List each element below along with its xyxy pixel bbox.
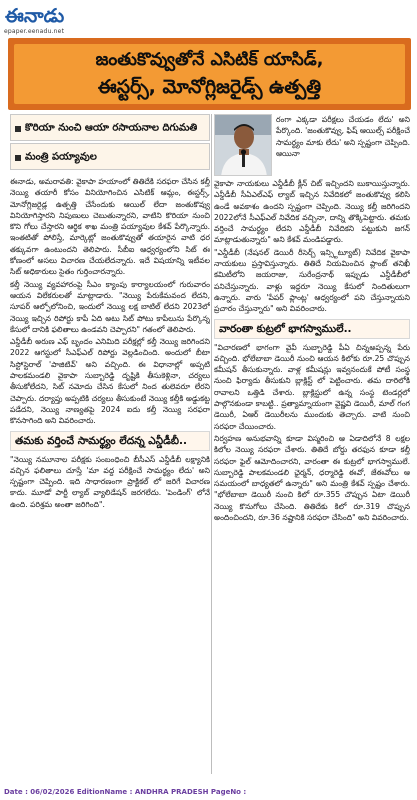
left-column [10, 114, 210, 784]
bullet-icon [15, 126, 21, 132]
body-paragraph: ఎన్డీడీబీ అరుణ ఎఫ్ బృందం ఎనిమిది పరీక్షల్లో కల్తీ నెయ్యి జరిగిందని 2022 ఆగస్టులో సీఎఫ్ఎల్ రిపోర్టు వెల్లడించింది. అందులో బీటా సిస్టోస్టెరాల్ 'పాజిటివ్' అని వచ్చింది. ఈ విధానాల్లో అప్పటి పాలకమండలి వైకాపా సుబ్బారెడ్డి దృష్టికి తీసుకెళ్లినా, చర్యలు తీసుకోలేదని, సిట్ నమోదు చేసిన కేసులో నింద తులెవరూ లేరని చెప్పారు. దర్యాప్తు అప్పటికి చర్యలు తీసుకుంటే నెయ్యి కల్తీకి అడ్డుకట్ట పడేదని, నెయ్యి నాణ్యతపై 2024 ఐదు కల్తీ నెయ్యి సరఫరా కొనసాగింది అని వివరించారు. [10, 337, 210, 426]
body-paragraph: "నెయ్యి నమూనాల పరీక్షకు సంబంధించి బీసీఎస్ ఎన్డీడీబీ లక్ష్యానికి వచ్చిన ఫలితాలు చూస్తే 'మా వద్ద పరీక్షించే సామర్థ్యం లేదు' అని స్పష్టంగా చెప్పింది. ఇది సాధారణంగా ప్రాక్టికల్ లో జరిగే విచారణ కాదు. మూడో పార్టీ ల్యాబ్ వ్యాలిడేషన్ జరగలేదు. 'పెండింగ్' లోనే ఉంది. పరిశ్రమ అంతా జరిగింది". [10, 454, 210, 509]
edition-footer: Date : 06/02/2026 EditionName : ANDHRA PRADESH PageNo : [4, 788, 247, 796]
svg-text:ఈనాడు: ఈనాడు [5, 5, 65, 27]
body-paragraph: వైకాపా నాయకులు ఎన్డీడీబీ క్లీన్ చిట్ ఇచ్చిందని బుకాయిస్తున్నారు. ఎన్డీడీబీ సీఏఎల్ఎఫ్ ల్యాబ్ ఇచ్చిన నివేదికలో జంతుకొవ్వు కలిసి ఉండే అవకాశం ఉందని స్పష్టంగా చెప్పింది. నెయ్యి కల్తీ జరిగిందని 2022లోనే సీఎఫ్ఎల్ నివేదిక వచ్చినా, దాన్ని తొక్కిపెట్టారు. తమకు వర్తించే సామర్థ్యం లేదని ఎన్డీడీబీ నివేదికని పట్టుకుని జగన్ మాట్లాడుతున్నారు" అని కేశవ్ మండిపడ్డారు. [214, 179, 410, 245]
headline-line-2: ఈస్టర్స్, మోనోగ్లిజరైడ్స్ ఉత్పత్తి [97, 76, 322, 98]
body-paragraph: రంగా ఎక్కడా పరీక్షలు చేయడం లేదు' అని పేర్కొంది. 'జంతుకొవ్వు, ఫిష్ ఆయిల్స్ పరీక్షించే సామర్థ్యం మాకు లేదు' అని స్పష్టంగా చెప్పింది. ఆయినా [276, 115, 410, 158]
masthead [4, 2, 124, 36]
masthead-subtitle: epaper.eenadu.net [4, 28, 65, 35]
deck-line-2: మంత్రి పయ్యావుల [10, 143, 210, 170]
subhead-ndlb: తమకు వర్తించే సామర్థ్యం లేదన్న ఎన్డీడీబీ.. [10, 431, 210, 451]
subhead-conspiracy: వారంతా కుట్రలో భాగస్వాములే.. [214, 319, 410, 339]
deck-line-1: కొరియా నుంచి ఆయా రసాయనాల దిగుమతి [10, 114, 210, 141]
body-paragraph: నిర్వహణ అనుభవాన్ని కూడా విస్మరించి ఆ ఏడాదిలోనే 8 లక్షల కిలోల నెయ్యి సరఫరా చేశారు. తితిదే బోర్డు తరఫున కూడా కల్తీ సరఫరా ఫైల్ ఆమోదించారని, వారంతా ఈ కుట్రలో భాగస్వాములే. సుబ్బారెడ్డి పాలకమండలి ఛైర్మన్, ధర్మారెడ్డి ఈవో, జేఈవోలు ఆ సమయంలో బాధ్యతలో ఉన్నారు" అని మంత్రి కేశవ్ స్పష్టం చేశారు. "భోలేబాబా డెయిరీ నుంచి కిలో రూ.355 చొప్పున ఏటా డెయిరీ నెయ్యి కొనుగోలు చేసింది. తితిదేకు కిలో రూ.319 చొప్పున అందించిందని, రూ.36 నష్టానికి సరఫరా చేసింది" అని వివరించారు. [214, 433, 410, 523]
right-column [214, 114, 410, 784]
bullet-icon [15, 155, 21, 161]
headline-banner [8, 38, 411, 110]
eenadu-logo [4, 2, 74, 28]
body-paragraph: కల్తీ నెయ్యి వ్యవహారంపై సీఎం క్యాంపు కార్యాలయంలో గురువారం ఆయన విలేకరులతో మాట్లాడారు. "నెయ్యి పేరుకేమవంద లేదని, సూపర్ ఆల్పోలోనించి, ఇందులో నెయ్యి లక్ష బాటిల్ లేదని 2023లో నెయ్యి ఇచ్చిన రిపోర్టు కాపీ ఏది అటు సిట్ పోటు కాపీలును పేర్కొన్న కేసులో దానికి ఫలితాలు ఉండవని చెప్పారని" గతంలో తెలిపారు. [10, 279, 210, 334]
body-paragraph: ఈనాడు, అమరావతి: వైకాపా హయాంలో తితిదేకి సరఫరా చేసిన కల్తీ నెయ్యి తయారీ కోసం వినియోగించిన ఎసిటిక్ ఆమ్లం, ఈస్టర్స్, మోనోగ్లిజరైడ్ల ఉత్పత్తి చేసేందుకు ఆయిల్ లేదా జంతుకొవ్వు వినియోగిస్తారని నిపుణులు చెబుతున్నారని, వాటిని కొరియా నుంచి కొని గోలు చేస్తారని ఆర్థిక శాఖ మంత్రి పయ్యావుల కేశవ్ పేర్కొన్నారు. ఇంతటితో పోలిస్తే, మార్కెట్లో జంతుకొవ్వుతో తయారైన వాటి ధర తక్కువగా ఉంటుందని తెలిపారు. సీబీఐ ఆధ్వర్యంలోని సిట్ ఈ కోణంలో అసలు విచారణ చేయలేదన్నారు. ఇదే విషయాన్ని ఇటీవల సిట్ అధికారులు సైతం గుర్తించారన్నారు. [10, 177, 210, 277]
person-portrait-icon [215, 115, 272, 176]
headline-line-1: జంతుకొవ్వుతోనే ఎసిటిక్ యాసిడ్, [95, 50, 324, 70]
column-divider [211, 114, 212, 774]
body-paragraph: "ఎన్డీడీబీ (నేషనల్ డెయిరీ రీసెర్చ్ ఇన్స్టిట్యూట్) నివేదిక వైకాపా నాయకులు ప్రస్తావిస్తున్నారు. తితిదే నియమించిన ప్లాంట్ తనిఖీ కమిటీలోని జయరాజు, సురేంద్రనాథ్ ఇప్పుడు ఎన్డీడీబీలో పనిచేస్తున్నారు. వాళ్లు ఇద్దరూ నెయ్యి కేసులో నిందితులుగా ఉన్నారు. వారు 'పేపర్ ప్లాంట్ల' ఆధ్వర్యంలో పని చేస్తున్నాయని ప్రచారం చేస్తున్నారు" అని వివరించారు. [214, 247, 410, 314]
minister-photo [214, 114, 272, 176]
body-paragraph: "విచారణలో భాగంగా వైవీ సుబ్బారెడ్డి పీఏ చిన్నఅప్పన్న పేరు వచ్చింది. భోలేబాబా డెయిరీ నుంచి ఆయన కిలోకు రూ.25 చొప్పున కమీషన్ తీసుకున్నారు. వాళ్ల కమీషన్లు ఇవ్వనందుకే పోటీ సంస్థ నుంచి ఫిర్యాదు తీసుకుని బ్లాక్లిస్ట్ లో పెట్టించారు. తమ దారిలోకి రావాలని ఒత్తిడి చేశారు. బ్లాక్లిస్టులో ఉన్న సంస్థ టెండర్లలో పాల్గొనకుండా కాబట్టి.. ప్రత్యామ్నాయంగా వైష్ణవి డెయిరీ, మాల్ గంగ డెయిరీ, ఏఆర్ డెయిరీలను ముందుకు తెచ్చారు. వాటి నుంచి సరఫరా చేయించారు. [214, 342, 410, 431]
